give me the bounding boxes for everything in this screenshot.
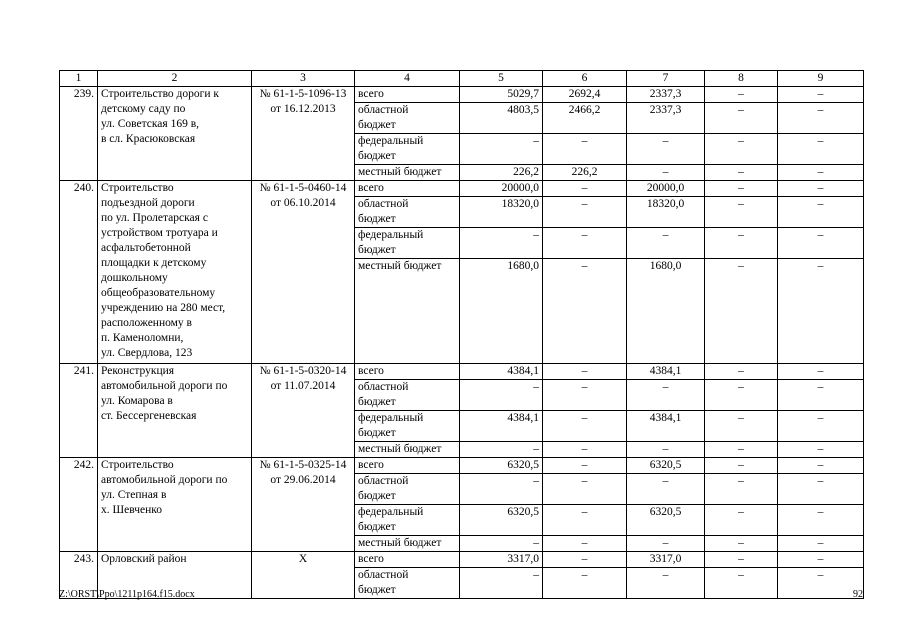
project-name xyxy=(98,364,252,458)
value-cell: – xyxy=(627,442,705,458)
project-name-line: устройством тротуара и xyxy=(101,227,218,239)
funding-source-line: бюджет xyxy=(358,584,396,596)
document-reference-line: № 61-1-5-1096-13 xyxy=(259,88,347,100)
value-cell: 4384,1 xyxy=(627,411,705,442)
value-cell: – xyxy=(543,134,627,165)
value-cell: 226,2 xyxy=(543,165,627,181)
value-cell: 4384,1 xyxy=(460,364,543,380)
funding-source-line: бюджет xyxy=(358,427,396,439)
project-name-line: автомобильной дороги по xyxy=(101,474,228,486)
funding-source-line: областной xyxy=(358,381,409,393)
value-cell: – xyxy=(627,134,705,165)
value-cell: 226,2 xyxy=(460,165,543,181)
funding-source-line: всего xyxy=(358,182,384,194)
document-reference-line: № 61-1-5-0325-14 xyxy=(259,459,347,471)
table-row xyxy=(60,87,864,103)
funding-source xyxy=(355,197,460,228)
entry-number: 242. xyxy=(60,458,98,552)
value-cell: – xyxy=(543,458,627,474)
value-cell: – xyxy=(705,87,778,103)
funding-source-line: всего xyxy=(358,88,384,100)
value-cell: 4803,5 xyxy=(460,103,543,134)
value-cell: 2337,3 xyxy=(627,103,705,134)
funding-source-line: областной xyxy=(358,475,409,487)
document-reference xyxy=(252,87,355,181)
funding-source xyxy=(355,165,460,181)
value-cell: 18320,0 xyxy=(627,197,705,228)
funding-source xyxy=(355,536,460,552)
value-cell: 1680,0 xyxy=(460,259,543,364)
column-header: 3 xyxy=(252,71,355,87)
project-name-line: Реконструкция xyxy=(101,365,175,377)
funding-source-line: местный бюджет xyxy=(358,537,442,549)
value-cell: – xyxy=(543,505,627,536)
funding-source-line: бюджет xyxy=(358,213,396,225)
value-cell: – xyxy=(543,364,627,380)
value-cell: 6320,5 xyxy=(627,505,705,536)
funding-source xyxy=(355,552,460,568)
value-cell: – xyxy=(705,458,778,474)
value-cell: – xyxy=(460,228,543,259)
value-cell: 6320,5 xyxy=(460,505,543,536)
value-cell: 18320,0 xyxy=(460,197,543,228)
value-cell: – xyxy=(705,259,778,364)
column-header: 7 xyxy=(627,71,705,87)
table-row xyxy=(60,181,864,197)
column-header: 8 xyxy=(705,71,778,87)
value-cell: – xyxy=(778,552,864,568)
value-cell: – xyxy=(778,165,864,181)
funding-source-line: бюджет xyxy=(358,396,396,408)
project-name-line: ул. Комарова в xyxy=(101,395,173,407)
funding-source xyxy=(355,181,460,197)
value-cell: 4384,1 xyxy=(627,364,705,380)
value-cell: – xyxy=(705,552,778,568)
value-cell: – xyxy=(627,568,705,599)
value-cell: – xyxy=(778,87,864,103)
funding-source-line: бюджет xyxy=(358,119,396,131)
funding-source-line: областной xyxy=(358,569,409,581)
value-cell: – xyxy=(778,228,864,259)
project-name-line: расположенному в xyxy=(101,317,192,329)
value-cell: – xyxy=(627,536,705,552)
funding-source xyxy=(355,411,460,442)
column-header: 5 xyxy=(460,71,543,87)
value-cell: – xyxy=(460,474,543,505)
value-cell: – xyxy=(460,134,543,165)
value-cell: – xyxy=(778,103,864,134)
value-cell: – xyxy=(543,197,627,228)
funding-source-line: бюджет xyxy=(358,150,396,162)
project-name-line: подъездной дороги xyxy=(101,197,195,209)
funding-source xyxy=(355,505,460,536)
funding-source xyxy=(355,87,460,103)
entry-number: 239. xyxy=(60,87,98,181)
project-name-line: ст. Бессергеневская xyxy=(101,410,197,422)
value-cell: 2337,3 xyxy=(627,87,705,103)
project-name-line: детскому саду по xyxy=(101,103,186,115)
value-cell: 2466,2 xyxy=(543,103,627,134)
value-cell: – xyxy=(778,568,864,599)
value-cell: – xyxy=(778,536,864,552)
document-reference-line: от 11.07.2014 xyxy=(270,380,336,392)
funding-source-line: бюджет xyxy=(358,244,396,256)
value-cell: 6320,5 xyxy=(627,458,705,474)
funding-source-line: федеральный xyxy=(358,135,424,147)
project-name-line: по ул. Пролетарская с xyxy=(101,212,208,224)
value-cell: – xyxy=(705,380,778,411)
funding-source-line: федеральный xyxy=(358,229,424,241)
project-name xyxy=(98,181,252,364)
value-cell: 4384,1 xyxy=(460,411,543,442)
value-cell: – xyxy=(705,134,778,165)
column-header: 4 xyxy=(355,71,460,87)
value-cell: – xyxy=(460,442,543,458)
project-name-line: автомобильной дороги по xyxy=(101,380,228,392)
value-cell: – xyxy=(778,474,864,505)
funding-source-line: областной xyxy=(358,104,409,116)
document-reference xyxy=(252,458,355,552)
document-reference-line: от 06.10.2014 xyxy=(270,197,336,209)
column-header: 1 xyxy=(60,71,98,87)
value-cell: – xyxy=(705,364,778,380)
document-reference-line: Х xyxy=(298,553,308,565)
table-header-row xyxy=(60,71,864,87)
value-cell: – xyxy=(778,411,864,442)
value-cell: – xyxy=(705,505,778,536)
project-name-line: Строительство xyxy=(101,182,174,194)
value-cell: 20000,0 xyxy=(460,181,543,197)
value-cell: – xyxy=(627,228,705,259)
value-cell: – xyxy=(460,536,543,552)
project-name-line: Строительство xyxy=(101,459,174,471)
funding-source-line: областной xyxy=(358,198,409,210)
project-name-line: в сл. Красюковская xyxy=(101,133,196,145)
value-cell: – xyxy=(543,474,627,505)
entry-number: 243. xyxy=(60,552,98,599)
entry-number: 241. xyxy=(60,364,98,458)
document-reference xyxy=(252,552,355,599)
column-header: 9 xyxy=(778,71,864,87)
value-cell: – xyxy=(543,181,627,197)
value-cell: 1680,0 xyxy=(627,259,705,364)
funding-source-line: местный бюджет xyxy=(358,443,442,455)
value-cell: – xyxy=(627,165,705,181)
document-reference-line: № 61-1-5-0460-14 xyxy=(259,182,347,194)
value-cell: – xyxy=(543,552,627,568)
funding-source-line: федеральный xyxy=(358,506,424,518)
funding-source xyxy=(355,259,460,364)
funding-source-line: всего xyxy=(358,459,384,471)
value-cell: – xyxy=(705,181,778,197)
value-cell: – xyxy=(778,458,864,474)
funding-source xyxy=(355,442,460,458)
value-cell: – xyxy=(543,536,627,552)
table-row xyxy=(60,458,864,474)
document-reference-line: от 16.12.2013 xyxy=(270,103,336,115)
value-cell: – xyxy=(705,442,778,458)
value-cell: 5029,7 xyxy=(460,87,543,103)
value-cell: – xyxy=(627,474,705,505)
funding-source xyxy=(355,134,460,165)
value-cell: – xyxy=(778,364,864,380)
value-cell: – xyxy=(705,568,778,599)
document-reference xyxy=(252,181,355,364)
value-cell: – xyxy=(705,536,778,552)
file-path: Z:\ORST\Ppo\1211p164.f15.docx xyxy=(59,589,195,600)
funding-source-line: всего xyxy=(358,553,384,565)
value-cell: – xyxy=(543,228,627,259)
funding-source-line: местный бюджет xyxy=(358,166,442,178)
funding-source xyxy=(355,568,460,599)
funding-source-line: всего xyxy=(358,365,384,377)
value-cell: – xyxy=(778,442,864,458)
project-name-line: ул. Свердлова, 123 xyxy=(101,347,193,359)
value-cell: – xyxy=(778,505,864,536)
value-cell: – xyxy=(460,380,543,411)
value-cell: – xyxy=(543,259,627,364)
value-cell: – xyxy=(543,442,627,458)
table-row xyxy=(60,552,864,568)
project-name xyxy=(98,87,252,181)
value-cell: 3317,0 xyxy=(460,552,543,568)
project-name-line: п. Каменоломни, xyxy=(101,332,184,344)
value-cell: – xyxy=(627,380,705,411)
value-cell: 3317,0 xyxy=(627,552,705,568)
value-cell: – xyxy=(705,165,778,181)
column-header: 2 xyxy=(98,71,252,87)
project-name-line: дошкольному xyxy=(101,272,168,284)
project-name-line: общеобразовательному xyxy=(101,287,216,299)
page-number: 92 xyxy=(853,589,863,600)
value-cell: – xyxy=(460,568,543,599)
funding-source xyxy=(355,228,460,259)
table-row xyxy=(60,364,864,380)
project-name-line: ул. Степная в xyxy=(101,489,167,501)
value-cell: – xyxy=(705,411,778,442)
document-reference-line: от 29.06.2014 xyxy=(270,474,336,486)
funding-source-line: бюджет xyxy=(358,490,396,502)
column-header: 6 xyxy=(543,71,627,87)
project-name-line: х. Шевченко xyxy=(101,504,162,516)
project-name-line: учреждению на 280 мест, xyxy=(101,302,226,314)
value-cell: – xyxy=(705,197,778,228)
funding-source xyxy=(355,103,460,134)
value-cell: – xyxy=(778,380,864,411)
value-cell: – xyxy=(705,103,778,134)
value-cell: 2692,4 xyxy=(543,87,627,103)
project-name-line: Орловский район xyxy=(101,553,187,565)
entry-number: 240. xyxy=(60,181,98,364)
value-cell: – xyxy=(778,259,864,364)
project-name-line: ул. Советская 169 в, xyxy=(101,118,200,130)
funding-source-line: местный бюджет xyxy=(358,260,442,272)
project-name-line: Строительство дороги к xyxy=(101,88,219,100)
funding-source xyxy=(355,458,460,474)
project-name-line: площадки к детскому xyxy=(101,257,207,269)
value-cell: – xyxy=(778,134,864,165)
funding-source xyxy=(355,474,460,505)
document-reference-line: № 61-1-5-0320-14 xyxy=(259,365,347,377)
value-cell: 6320,5 xyxy=(460,458,543,474)
value-cell: – xyxy=(543,411,627,442)
document-reference xyxy=(252,364,355,458)
value-cell: – xyxy=(705,474,778,505)
value-cell: – xyxy=(543,380,627,411)
project-name-line: асфальтобетонной xyxy=(101,242,191,254)
funding-source xyxy=(355,380,460,411)
funding-source-line: федеральный xyxy=(358,412,424,424)
value-cell: – xyxy=(543,568,627,599)
budget-table xyxy=(59,70,864,599)
project-name xyxy=(98,458,252,552)
value-cell: – xyxy=(778,181,864,197)
funding-source-line: бюджет xyxy=(358,521,396,533)
value-cell: – xyxy=(705,228,778,259)
funding-source xyxy=(355,364,460,380)
value-cell: 20000,0 xyxy=(627,181,705,197)
value-cell: – xyxy=(778,197,864,228)
